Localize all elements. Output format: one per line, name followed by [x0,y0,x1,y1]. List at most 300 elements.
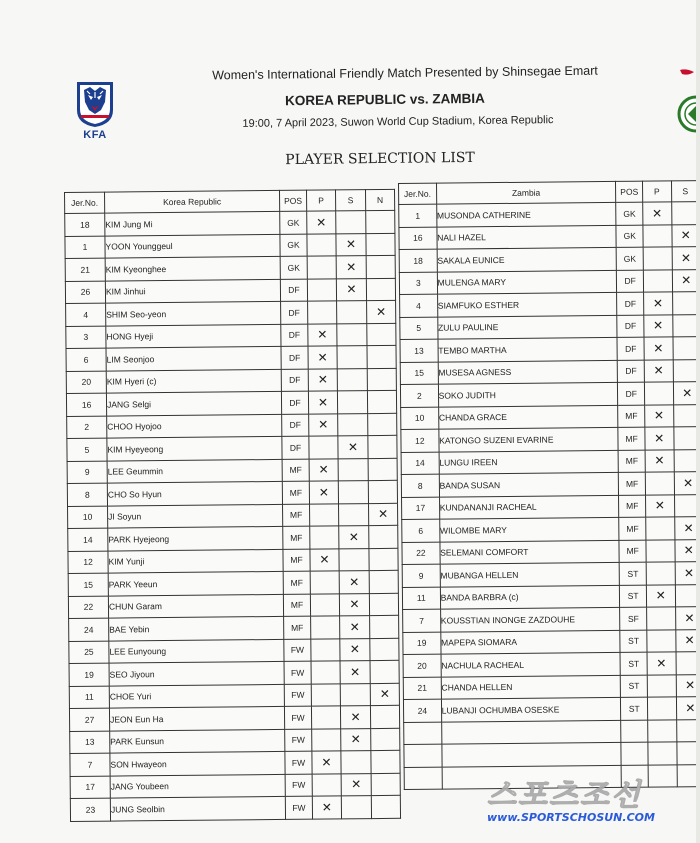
position: MF [284,616,311,639]
position: FW [285,796,312,819]
playing-mark: ✕ [308,368,337,391]
playing-mark [646,517,675,540]
substitute-mark: ✕ [336,256,366,279]
table-row [399,202,700,227]
position: MF [619,540,646,563]
not-selected-mark [367,368,396,391]
table-row [400,382,700,407]
player-name: SELEMANI COMFORT [440,540,620,564]
not-selected-mark [368,435,397,458]
player-name: KIM Yunji [108,549,283,573]
jersey-number: 19 [69,663,109,686]
player-name: ZULU PAULINE [437,315,617,339]
table-row [70,795,400,821]
table-row [69,638,399,664]
jersey-number: 5 [67,438,107,461]
jersey-number: 6 [66,348,106,371]
player-name: CHO So Hyun [107,481,282,505]
table-row [70,750,400,776]
jersey-number: 10 [401,407,439,430]
playing-mark: ✕ [645,427,674,450]
substitute-mark [341,796,371,819]
jersey-number: 20 [66,371,106,394]
table-row [65,278,395,304]
table-row [399,269,700,294]
player-name: CHOO Hyojoo [107,414,282,438]
substitute-mark [339,503,369,526]
playing-mark: ✕ [643,202,672,225]
player-name: LUNGU IREEN [439,450,619,474]
player-name: SOKO JUDITH [438,382,618,406]
korea-roster-table [64,189,401,822]
jersey-number: 26 [65,281,105,304]
substitute-mark [340,683,370,706]
player-name: PARK Eunsun [110,729,285,753]
playing-mark [310,526,339,549]
match-subtitle: Women's International Friendly Match Presented by Shinsegae Emart [212,63,598,83]
sportschosun-watermark [487,770,687,830]
table-row [65,210,395,236]
table-row [402,562,700,587]
team-header: Zambia [436,181,616,204]
player-name: SHIM Seo-yeon [106,301,281,325]
pos-header: POS [616,181,643,202]
table-row [68,525,398,551]
position: DF [281,346,308,369]
position: GK [280,211,307,234]
position: FW [285,751,312,774]
substitute-mark: ✕ [674,472,700,495]
playing-mark [312,773,341,796]
jer-no-header: Jer.No. [399,183,437,204]
substitute-mark: ✕ [341,773,371,796]
position: ST [620,652,647,675]
table-row [67,480,397,506]
position: MF [619,472,646,495]
playing-mark [307,233,336,256]
playing-mark: ✕ [309,413,338,436]
position: MF [619,517,646,540]
not-selected-mark [369,548,398,571]
jersey-number: 15 [400,362,438,385]
substitute-mark: ✕ [339,526,369,549]
playing-mark [308,301,337,324]
jer-no-header: Jer.No. [65,192,105,213]
position: DF [618,382,645,405]
substitute-mark: ✕ [675,562,700,585]
table-row [67,458,397,484]
player-name: TEMBO MARTHA [438,337,618,361]
jersey-number: 23 [70,798,110,821]
substitute-mark: ✕ [340,661,370,684]
playing-mark [648,742,677,765]
match-datetime-venue: 19:00, 7 April 2023, Suwon World Cup Stadium, Korea Republic [242,114,554,130]
player-name: NALI HAZEL [437,225,617,249]
playing-mark [310,593,339,616]
jersey-number: 21 [403,677,441,700]
jersey-number: 22 [402,542,440,565]
jersey-number: 15 [68,573,108,596]
position: DF [617,315,644,338]
player-name: KATONGO SUZENI EVARINE [439,427,619,451]
playing-mark [643,269,672,292]
table-row [69,615,399,641]
table-row [401,427,700,452]
player-name: SAKALA EUNICE [437,247,617,271]
playing-mark [312,728,341,751]
player-name: MAPEPA SIOMARA [440,630,620,654]
playing-mark [648,719,677,742]
playing-mark: ✕ [310,548,339,571]
jersey-number: 10 [68,506,108,529]
position: DF [281,369,308,392]
substitute-mark: ✕ [671,224,700,247]
position: MF [283,594,310,617]
jersey-number: 18 [65,213,105,236]
player-name: CHANDA GRACE [438,405,618,429]
match-title: KOREA REPUBLIC vs. ZAMBIA [285,90,485,109]
jersey-number: 11 [69,686,109,709]
substitute-mark [339,548,369,571]
table-row [70,728,400,754]
playing-mark [311,616,340,639]
not-selected-mark: ✕ [367,300,396,323]
player-name: MUSONDA CATHERINE [436,202,616,226]
substitute-mark: ✕ [673,382,700,405]
jersey-number [404,744,442,767]
player-name: BANDA SUSAN [439,472,619,496]
not-selected-mark [370,660,399,683]
table-row [69,705,399,731]
table-row [67,413,397,439]
position: MF [619,495,646,518]
substitute-mark: ✕ [339,571,369,594]
table-row [68,503,398,529]
substitute-mark [338,481,368,504]
table-row [69,660,399,686]
substitute-mark: ✕ [340,706,370,729]
table-row [66,368,396,394]
player-name: LIM Seonjoo [106,346,281,370]
substitute-mark: ✕ [675,629,700,652]
player-name: PARK Yeeun [108,571,283,595]
table-row [65,255,395,281]
player-name: KIM Hyeyeong [107,436,282,460]
substitute-mark: ✕ [336,233,366,256]
player-name: MULENGA MARY [437,270,617,294]
player-name: YOON Younggeul [105,234,280,258]
playing-mark [311,638,340,661]
substitute-mark: ✕ [340,638,370,661]
player-name: JUNG Seolbin [110,796,285,820]
jersey-number: 4 [400,294,438,317]
position: ST [620,585,647,608]
substitute-mark: ✕ [676,697,700,720]
position: MF [618,405,645,428]
zambia-roster-table [398,180,700,790]
table-row [402,517,700,542]
player-name: LEE Geummin [107,459,282,483]
table-row [69,683,399,709]
watermark-url: www.SPORTSCHOSUN.COM [487,811,655,824]
jersey-number: 22 [68,596,108,619]
playing-mark [646,562,675,585]
player-name: KIM Kyeonghee [105,256,280,280]
position: DF [617,270,644,293]
table-row [404,742,700,767]
jersey-number: 8 [67,483,107,506]
playing-mark [647,607,676,630]
player-name: PARK Hyejeong [108,526,283,550]
not-selected-mark [369,593,398,616]
jersey-number: 3 [399,272,437,295]
position: MF [283,549,310,572]
pos-header: POS [279,190,306,211]
not-selected-mark [367,323,396,346]
playing-mark [646,539,675,562]
position: MF [618,427,645,450]
position: SF [620,607,647,630]
not-selected-mark [367,345,396,368]
not-selected-mark [369,525,398,548]
not-selected-mark [366,255,395,278]
table-row [401,449,700,474]
not-selected-mark: ✕ [369,503,398,526]
p-header: P [306,190,335,211]
p-header: P [643,181,672,202]
player-name: JANG Youbeen [110,774,285,798]
position: DF [618,360,645,383]
substitute-mark: ✕ [676,674,700,697]
jersey-number: 7 [70,753,110,776]
kfa-logo [74,80,116,142]
jersey-number: 12 [68,551,108,574]
substitute-mark: ✕ [674,517,700,540]
player-name: KIM Jung Mi [105,211,280,235]
jersey-number: 13 [70,731,110,754]
position: DF [282,414,309,437]
jersey-number: 14 [68,528,108,551]
player-name: CHOE Yuri [109,684,284,708]
playing-mark: ✕ [646,494,675,517]
player-name: CHANDA HELLEN [441,675,621,699]
table-row [401,404,700,429]
jersey-number: 25 [69,641,109,664]
position: FW [285,729,312,752]
position: MF [283,526,310,549]
playing-mark: ✕ [645,449,674,472]
s-header: S [671,181,700,202]
table-row [66,345,396,371]
player-name: NACHULA RACHEAL [441,652,621,676]
playing-mark: ✕ [644,337,673,360]
not-selected-mark [366,233,395,256]
jersey-number: 13 [400,339,438,362]
playing-mark: ✕ [308,391,337,414]
substitute-mark [341,751,371,774]
substitute-mark: ✕ [340,616,370,639]
jersey-number: 6 [402,519,440,542]
table-row [403,697,700,722]
playing-mark [307,278,336,301]
player-name: CHUN Garam [108,594,283,618]
s-header: S [335,190,365,211]
jersey-number: 2 [67,416,107,439]
substitute-mark: ✕ [674,539,700,562]
jersey-number: 24 [403,699,441,722]
table-row [404,719,700,744]
substitute-mark: ✕ [341,728,371,751]
playing-mark: ✕ [647,652,676,675]
table-row [70,773,400,799]
table-row [403,607,700,632]
position: GK [616,202,643,225]
position: ST [620,630,647,653]
substitute-mark: ✕ [336,278,366,301]
not-selected-mark [366,210,395,233]
not-selected-mark [371,773,400,796]
n-header: N [365,189,394,210]
player-name: BANDA BARBRA (c) [440,585,620,609]
not-selected-mark [371,728,400,751]
playing-mark [311,683,340,706]
playing-mark: ✕ [644,359,673,382]
jersey-number: 4 [66,303,106,326]
position: GK [280,234,307,257]
player-name: JANG Selgi [106,391,281,415]
jersey-number: 21 [65,258,105,281]
playing-mark [645,472,674,495]
playing-mark [643,224,672,247]
jersey-number: 19 [403,632,441,655]
player-name: WILOMBE MARY [439,517,619,541]
watermark-logo-text: 스포츠조선 [487,778,642,813]
not-selected-mark [368,458,397,481]
player-name: KIM Hyeri (c) [106,369,281,393]
table-row [66,390,396,416]
table-row [400,292,700,317]
position: DF [281,324,308,347]
playing-mark: ✕ [644,314,673,337]
not-selected-mark: ✕ [370,683,399,706]
player-name [441,720,621,744]
jersey-number: 9 [67,461,107,484]
position: FW [284,639,311,662]
jersey-number: 24 [69,618,109,641]
playing-mark: ✕ [309,481,338,504]
substitute-mark [337,301,367,324]
playing-mark [643,247,672,270]
position: FW [284,706,311,729]
jersey-number: 17 [402,497,440,520]
position: ST [621,675,648,698]
jersey-number: 1 [399,204,437,227]
playing-mark: ✕ [645,404,674,427]
substitute-mark [337,368,367,391]
jersey-number [404,767,442,790]
position: DF [281,301,308,324]
not-selected-mark [370,615,399,638]
position: MF [282,481,309,504]
playing-mark: ✕ [646,584,675,607]
playing-mark: ✕ [307,211,336,234]
substitute-mark [337,346,367,369]
not-selected-mark [370,705,399,728]
table-row [65,233,395,259]
jersey-number: 3 [66,326,106,349]
playing-mark: ✕ [309,458,338,481]
jersey-number: 2 [400,384,438,407]
jersey-number: 1 [65,236,105,259]
playing-mark: ✕ [308,323,337,346]
playing-mark [644,382,673,405]
table-row [403,674,700,699]
table-header-row [399,181,700,205]
position [621,720,648,743]
jersey-number: 11 [402,587,440,610]
table-row [402,539,700,564]
jersey-number: 16 [66,393,106,416]
player-name: KIM Jinhui [105,279,280,303]
substitute-mark [338,413,368,436]
table-row [400,359,700,384]
substitute-mark: ✕ [675,607,700,630]
position: FW [284,684,311,707]
player-name: BAE Yebin [109,616,284,640]
player-name: SON Hwayeon [110,751,285,775]
position: ST [619,562,646,585]
substitute-mark: ✕ [672,247,700,270]
table-row [68,548,398,574]
substitute-mark: ✕ [338,436,368,459]
table-row [399,224,700,249]
jersey-number: 16 [399,227,437,250]
jersey-number: 14 [401,452,439,475]
playing-mark: ✕ [308,346,337,369]
substitute-mark: ✕ [339,593,369,616]
table-row [403,652,700,677]
player-name: KUNDANANJI RACHEAL [439,495,619,519]
playing-mark [309,436,338,459]
playing-mark [310,503,339,526]
substitute-mark [338,458,368,481]
playing-mark [647,674,676,697]
position: GK [280,256,307,279]
player-name: SEO Jiyoun [109,661,284,685]
jersey-number: 8 [401,474,439,497]
jersey-number: 18 [399,249,437,272]
player-name: HONG Hyeji [106,324,281,348]
jersey-number: 5 [400,317,438,340]
player-name: JEON Eun Ha [109,706,284,730]
position: ST [621,697,648,720]
not-selected-mark [371,795,400,818]
position: FW [285,774,312,797]
position: DF [280,279,307,302]
playing-mark: ✕ [644,292,673,315]
not-selected-mark [369,570,398,593]
table-row [401,472,700,497]
player-name: LUBANJI OCHUMBA OSESKE [441,697,621,721]
playing-mark [647,697,676,720]
substitute-mark [337,391,367,414]
not-selected-mark [371,750,400,773]
jersey-number [404,722,442,745]
table-row [68,593,398,619]
playing-mark [307,256,336,279]
table-row [402,584,700,609]
position: GK [616,225,643,248]
